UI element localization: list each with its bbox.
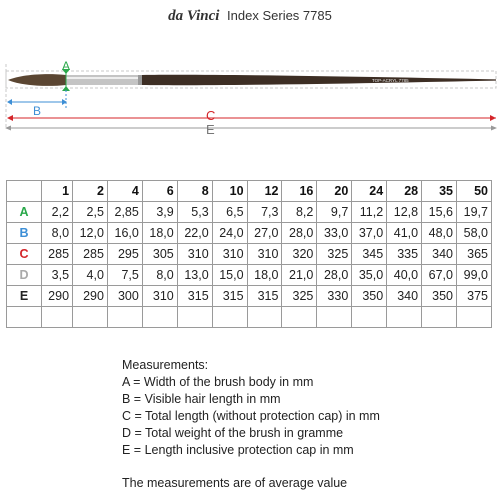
brush-handle — [142, 75, 496, 85]
size-header-cell: 6 — [142, 181, 177, 202]
size-header-cell: 4 — [107, 181, 142, 202]
value-cell: 3,5 — [42, 265, 73, 286]
notes-line-a: A = Width of the brush body in mm — [122, 375, 314, 389]
value-cell: 8,0 — [42, 223, 73, 244]
value-cell: 18,0 — [247, 265, 282, 286]
brush-hair — [8, 74, 66, 86]
size-header-cell: 28 — [387, 181, 422, 202]
value-cell — [107, 307, 142, 328]
value-cell: 4,0 — [73, 265, 108, 286]
value-cell: 67,0 — [422, 265, 457, 286]
value-cell: 28,0 — [282, 223, 317, 244]
value-cell: 310 — [177, 244, 212, 265]
value-cell: 16,0 — [107, 223, 142, 244]
corner-cell — [7, 181, 42, 202]
value-cell: 41,0 — [387, 223, 422, 244]
value-cell: 285 — [73, 244, 108, 265]
size-header-cell: 2 — [73, 181, 108, 202]
notes-line-d: D = Total weight of the brush in gramme — [122, 426, 344, 440]
brush-diagram — [0, 40, 500, 140]
value-cell: 2,2 — [42, 202, 73, 223]
table-row — [7, 286, 492, 307]
size-table — [6, 180, 492, 328]
value-cell: 24,0 — [212, 223, 247, 244]
value-cell — [142, 307, 177, 328]
dimension-b-label: B — [33, 104, 42, 118]
value-cell: 99,0 — [457, 265, 492, 286]
value-cell: 310 — [247, 244, 282, 265]
value-cell: 315 — [247, 286, 282, 307]
value-cell: 35,0 — [352, 265, 387, 286]
notes-title: Measurements: — [122, 358, 209, 372]
row-label-cell: A — [7, 202, 42, 223]
value-cell: 7,5 — [107, 265, 142, 286]
value-cell — [212, 307, 247, 328]
value-cell — [457, 307, 492, 328]
value-cell: 290 — [42, 286, 73, 307]
value-cell: 375 — [457, 286, 492, 307]
value-cell: 5,3 — [177, 202, 212, 223]
value-cell: 6,5 — [212, 202, 247, 223]
table-header-row — [7, 181, 492, 202]
size-header-cell: 12 — [247, 181, 282, 202]
value-cell: 48,0 — [422, 223, 457, 244]
measurements-notes — [122, 357, 380, 492]
value-cell: 290 — [73, 286, 108, 307]
brand-logo: da Vinci — [168, 8, 220, 24]
value-cell: 21,0 — [282, 265, 317, 286]
value-cell: 300 — [107, 286, 142, 307]
value-cell — [352, 307, 387, 328]
value-cell: 365 — [457, 244, 492, 265]
value-cell: 18,0 — [142, 223, 177, 244]
row-label-cell — [7, 307, 42, 328]
series-title: Index Series 7785 — [227, 8, 332, 23]
size-header-cell: 10 — [212, 181, 247, 202]
value-cell: 2,5 — [73, 202, 108, 223]
notes-line-c: C = Total length (without protection cap) in mm — [122, 409, 380, 423]
row-label-cell: D — [7, 265, 42, 286]
row-label-cell: B — [7, 223, 42, 244]
value-cell: 19,7 — [457, 202, 492, 223]
dimension-c — [7, 108, 496, 123]
row-label-cell: C — [7, 244, 42, 265]
value-cell: 12,8 — [387, 202, 422, 223]
notes-footer: The measurements are of average value — [122, 476, 348, 490]
handle-imprint: TOP-ACRYL 7785 — [372, 78, 409, 83]
size-header-cell: 20 — [317, 181, 352, 202]
dimension-a-label: A — [62, 59, 71, 73]
dimension-c-label: C — [206, 108, 216, 123]
table-row — [7, 307, 492, 328]
value-cell: 335 — [387, 244, 422, 265]
value-cell: 315 — [177, 286, 212, 307]
value-cell: 15,6 — [422, 202, 457, 223]
value-cell — [247, 307, 282, 328]
size-header-cell: 35 — [422, 181, 457, 202]
row-label-cell: E — [7, 286, 42, 307]
value-cell: 320 — [282, 244, 317, 265]
size-header-cell: 8 — [177, 181, 212, 202]
value-cell: 22,0 — [177, 223, 212, 244]
value-cell — [387, 307, 422, 328]
value-cell: 340 — [387, 286, 422, 307]
value-cell: 285 — [42, 244, 73, 265]
ferrule — [66, 75, 142, 85]
value-cell: 305 — [142, 244, 177, 265]
value-cell: 325 — [317, 244, 352, 265]
value-cell: 37,0 — [352, 223, 387, 244]
value-cell: 345 — [352, 244, 387, 265]
size-header-cell: 1 — [42, 181, 73, 202]
value-cell — [73, 307, 108, 328]
value-cell: 12,0 — [73, 223, 108, 244]
value-cell — [282, 307, 317, 328]
value-cell: 58,0 — [457, 223, 492, 244]
value-cell: 33,0 — [317, 223, 352, 244]
value-cell: 340 — [422, 244, 457, 265]
notes-line-b: B = Visible hair length in mm — [122, 392, 281, 406]
table-row — [7, 202, 492, 223]
value-cell: 8,0 — [142, 265, 177, 286]
value-cell: 350 — [422, 286, 457, 307]
value-cell: 325 — [282, 286, 317, 307]
value-cell: 315 — [212, 286, 247, 307]
value-cell — [177, 307, 212, 328]
size-header-cell: 50 — [457, 181, 492, 202]
value-cell: 11,2 — [352, 202, 387, 223]
size-header-cell: 24 — [352, 181, 387, 202]
value-cell: 2,85 — [107, 202, 142, 223]
table-row — [7, 265, 492, 286]
value-cell — [422, 307, 457, 328]
dimension-e — [5, 122, 497, 137]
page-header — [0, 8, 500, 25]
value-cell: 13,0 — [177, 265, 212, 286]
dimension-b — [7, 90, 67, 118]
table-row — [7, 223, 492, 244]
value-cell: 8,2 — [282, 202, 317, 223]
size-header-cell: 16 — [282, 181, 317, 202]
value-cell: 310 — [212, 244, 247, 265]
value-cell: 310 — [142, 286, 177, 307]
table-row — [7, 244, 492, 265]
value-cell: 28,0 — [317, 265, 352, 286]
value-cell: 40,0 — [387, 265, 422, 286]
value-cell: 15,0 — [212, 265, 247, 286]
dimension-e-label: E — [206, 122, 215, 137]
value-cell: 330 — [317, 286, 352, 307]
value-cell: 295 — [107, 244, 142, 265]
value-cell: 9,7 — [317, 202, 352, 223]
value-cell — [317, 307, 352, 328]
value-cell — [42, 307, 73, 328]
notes-line-e: E = Length inclusive protection cap in mm — [122, 443, 354, 457]
value-cell: 350 — [352, 286, 387, 307]
value-cell: 3,9 — [142, 202, 177, 223]
value-cell: 7,3 — [247, 202, 282, 223]
value-cell: 27,0 — [247, 223, 282, 244]
